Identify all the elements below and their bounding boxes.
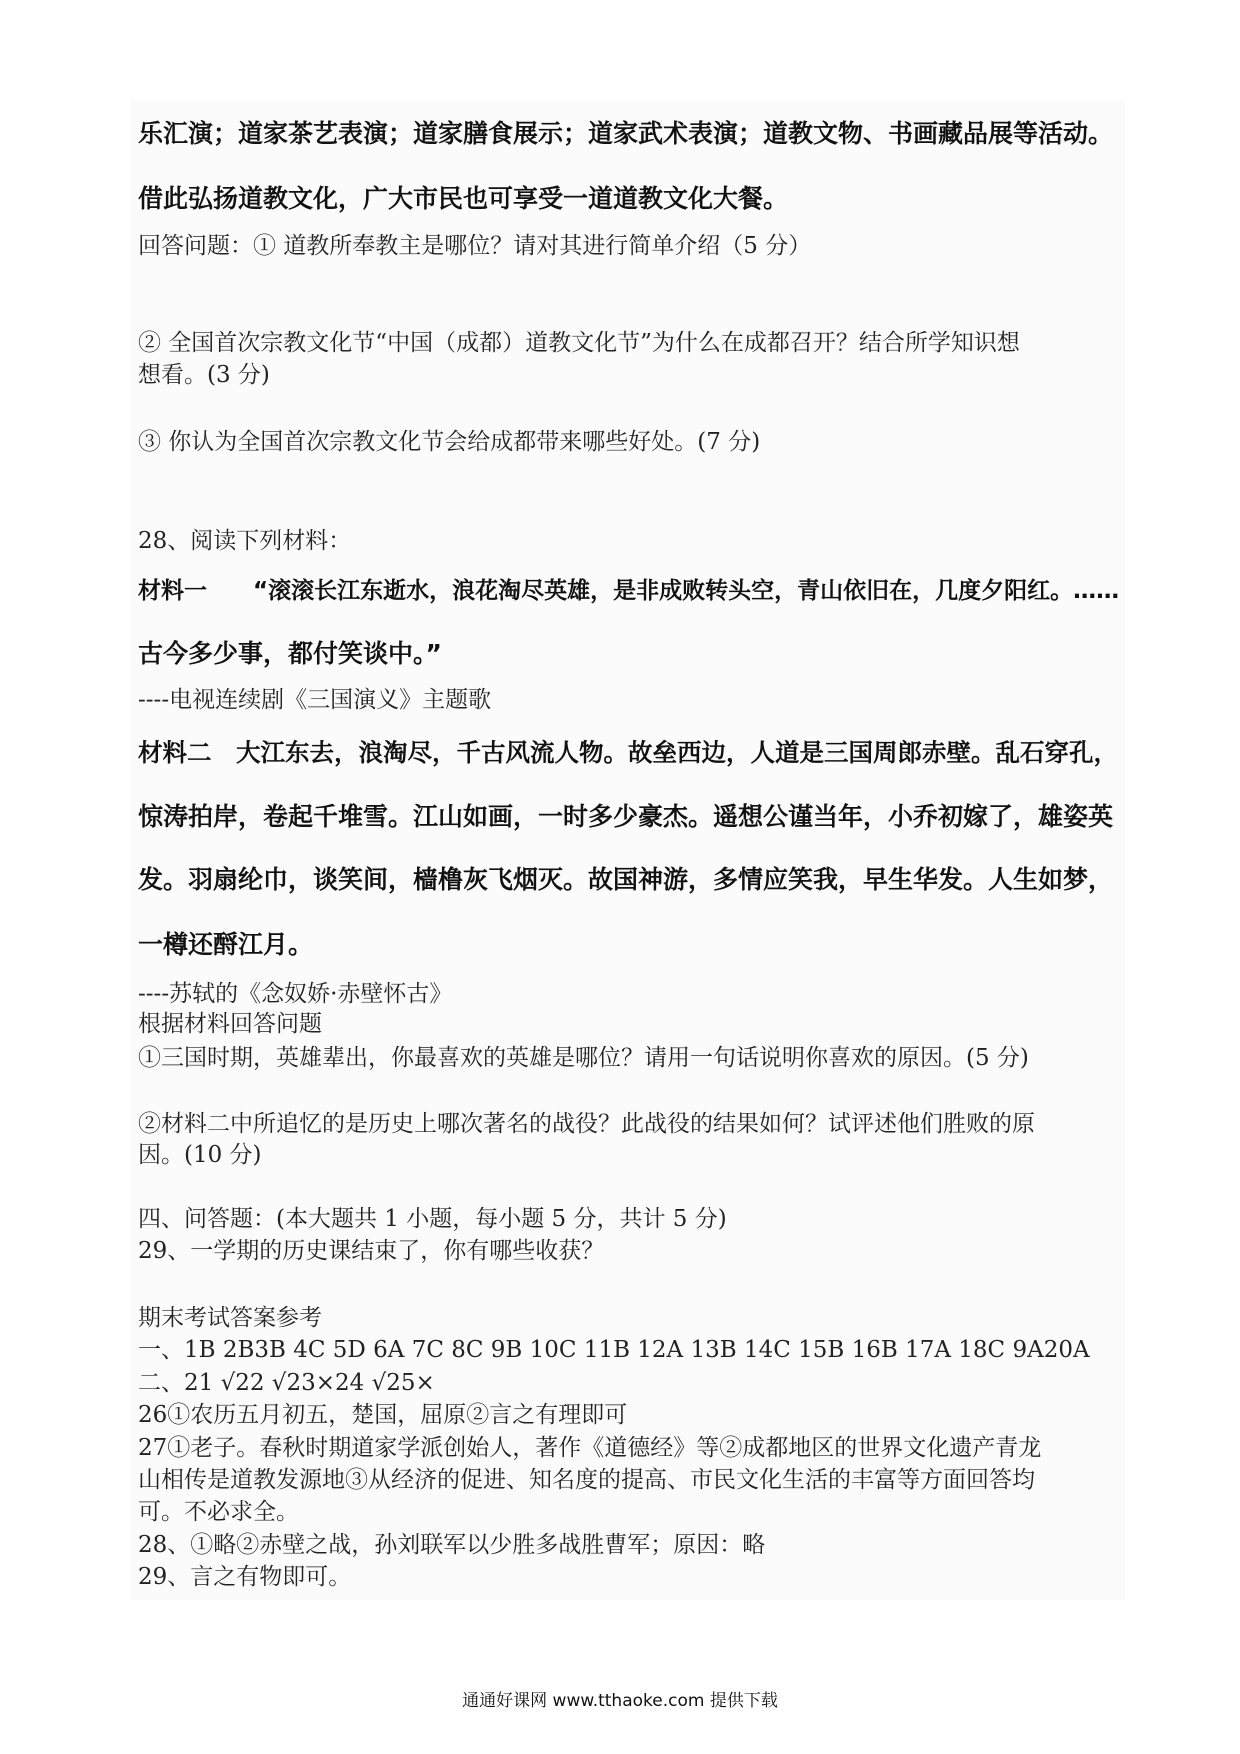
question-line: 因。(10 分) [138, 1142, 262, 1168]
question-line: 回答问题：① 道教所奉教主是哪位？请对其进行简单介绍（5 分） [138, 233, 812, 259]
answer-line: 一、1B 2B3B 4C 5D 6A 7C 8C 9B 10C 11B 12A 13B 14C 15B 16B 17A 18C 9A20A [138, 1337, 1090, 1363]
material-line: 惊涛拍岸，卷起千堆雪。江山如画，一时多少豪杰。遥想公谨当年，小乔初嫁了，雄姿英 [138, 802, 1114, 831]
question-line: 29、一学期的历史课结束了，你有哪些收获？ [138, 1238, 605, 1264]
section-heading: 四、问答题：(本大题共 1 小题，每小题 5 分，共计 5 分) [138, 1206, 727, 1232]
question-line: 想看。(3 分) [138, 362, 270, 388]
material-line: 古今多少事，都付笑谈中。” [138, 639, 442, 668]
question-line: ②材料二中所追忆的是历史上哪次著名的战役？此战役的结果如何？试评述他们胜败的原 [138, 1111, 1035, 1137]
text-line: 借此弘扬道教文化，广大市民也可享受一道道教文化大餐。 [138, 184, 789, 213]
material-line: 材料二 大江东去，浪淘尽，千古风流人物。故垒西边，人道是三国周郎赤壁。乱石穿孔， [138, 738, 1118, 767]
source-line: ----苏轼的《念奴娇·赤壁怀古》 [138, 981, 453, 1007]
answer-line: 29、言之有物即可。 [138, 1564, 352, 1590]
source-line: ----电视连续剧《三国演义》主题歌 [138, 687, 492, 713]
material-line: 发。羽扇纶巾，谈笑间，樯橹灰飞烟灭。故国神游，多情应笑我，早生华发。人生如梦， [138, 865, 1114, 894]
question-line: ①三国时期，英雄辈出，你最喜欢的英雄是哪位？请用一句话说明你喜欢的原因。(5 分) [138, 1045, 1029, 1071]
text-line: 乐汇演；道家茶艺表演；道家膳食展示；道家武术表演；道教文物、书画藏品展等活动。 [138, 119, 1114, 148]
answer-line: 山相传是道教发源地③从经济的促进、知名度的提高、市民文化生活的丰富等方面回答均 [138, 1467, 1035, 1493]
answer-line: 二、21 √22 √23×24 √25× [138, 1370, 435, 1396]
material-line: 材料一 “滚滚长江东逝水，浪花淘尽英雄，是非成败转头空，青山依旧在，几度夕阳红。…… [138, 578, 1120, 604]
question-line: 根据材料回答问题 [138, 1011, 322, 1037]
answer-line: 28、①略②赤壁之战，孙刘联军以少胜多战胜曹军；原因：略 [138, 1532, 766, 1558]
question-line: ② 全国首次宗教文化节“中国（成都）道教文化节”为什么在成都召开？结合所学知识想 [138, 330, 1020, 356]
answer-line: 可。不必求全。 [138, 1499, 299, 1525]
answer-heading: 期末考试答案参考 [138, 1305, 322, 1331]
answer-line: 26①农历五月初五，楚国，屈原②言之有理即可 [138, 1402, 628, 1428]
question-heading: 28、阅读下列材料： [138, 528, 352, 554]
material-line: 一樽还酹江月。 [138, 930, 314, 959]
answer-line: 27①老子。春秋时期道家学派创始人，著作《道德经》等②成都地区的世界文化遗产青龙 [138, 1435, 1042, 1461]
question-line: ③ 你认为全国首次宗教文化节会给成都带来哪些好处。(7 分) [138, 429, 761, 455]
footer-watermark: 通通好课网 www.tthaoke.com 提供下载 [462, 1691, 778, 1711]
